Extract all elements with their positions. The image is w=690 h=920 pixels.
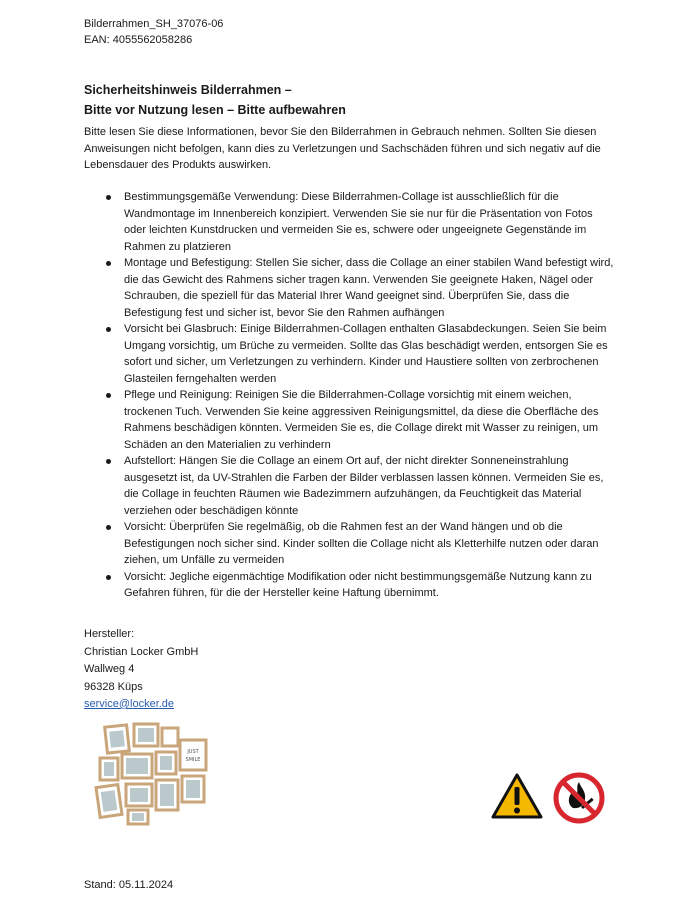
title-block [84, 80, 614, 174]
list-item-text: Montage und Befestigung: Stellen Sie sicher, dass die Collage an einer stabilen Wand befestigt wird, die das Gewicht des Rahmens sicher tragen kann. Verwenden Sie geeignete Haken, Nägel oder Schrauben, die speziell für das Material Ihrer Wand geeignet sind. Überprüfen Sie, dass die Befestigung fest und sicher ist, bevor Sie den Rahmen aufhängen [124, 257, 614, 319]
bullet-icon [106, 393, 111, 398]
manufacturer-street: Wallweg 4 [84, 663, 135, 675]
list-item [84, 189, 614, 255]
list-item [84, 321, 614, 387]
title-line-1: Sicherheitshinweis Bilderrahmen – [84, 83, 292, 97]
list-item [84, 255, 614, 321]
list-item [84, 519, 614, 569]
list-item-text: Pflege und Reinigung: Reinigen Sie die Bilderrahmen-Collage vorsichtig mit einem weichen, trockenen Tuch. Verwenden Sie keine aggressiven Reinigungsmittel, da diese die Oberfläche des Rahmens beschädigen könnten. Vermeiden Sie es, die Collage direkt mit Wasser zu reinigen, um Schäden an den Materialien zu verhindern [124, 389, 599, 451]
manufacturer-email-link[interactable]: service@locker.de [84, 698, 175, 710]
revision-date: Stand: 05.11.2024 [84, 879, 174, 891]
ean-number: EAN: 4055562058286 [84, 34, 193, 46]
intro-paragraph: Bitte lesen Sie diese Informationen, bevor Sie den Bilderrahmen in Gebrauch nehmen. Sollten Sie diesen Anweisungen nicht befolgen, kann dies zu Verletzungen und Sachschäden führen und sich negativ auf die Lebensdauer des Produkts auswirken. [84, 126, 601, 171]
list-item-text: Aufstellort: Hängen Sie die Collage an einem Ort auf, der nicht direkter Sonneneinstrahlung ausgesetzt ist, da UV-Strahlen die Farben der Bilder verblassen lassen können. Vermeiden Sie es, die Collage in feuchten Räumen wie Badezimmern aufzuhängen, da Feuchtigkeit das Material verziehen oder beschädigen könnte [124, 455, 604, 517]
manufacturer-block [84, 626, 198, 714]
bullet-icon [106, 327, 111, 332]
bullet-icon [106, 459, 111, 464]
list-item [84, 453, 614, 519]
manufacturer-city: 96328 Küps [84, 680, 143, 693]
safety-list [84, 189, 614, 602]
list-item-text: Vorsicht: Überprüfen Sie regelmäßig, ob die Rahmen fest an der Wand hängen und ob die Befestigungen noch sicher sind. Kinder sollten die Collage nicht als Kletterhilfe nutzen oder daran ziehen, um Unfälle zu vermeiden [124, 521, 599, 566]
photo-collage-icon [92, 720, 212, 828]
collage-text-just: JUST [187, 749, 199, 755]
manufacturer-name: Christian Locker GmbH [84, 645, 199, 658]
list-item-text: Bestimmungsgemäße Verwendung: Diese Bilderrahmen-Collage ist ausschließlich für die Wandmontage im Innenbereich konzipiert. Verwenden Sie sie nur für die Präsentation von Fotos oder leichten Kunstdrucken und vermeiden Sie es, schwere oder ungeeignete Gegenstände im Rahmen zu platzieren [124, 191, 593, 253]
list-item [84, 387, 614, 453]
bullet-icon [106, 525, 111, 530]
bullet-icon [106, 575, 111, 580]
collage-text-smile: SMILE [185, 757, 201, 763]
manufacturer-label: Hersteller: [84, 628, 135, 640]
list-item [84, 569, 614, 602]
document-header [84, 16, 223, 48]
warning-triangle-icon [490, 772, 544, 820]
title-line-2: Bitte vor Nutzung lesen – Bitte aufbewahren [84, 103, 346, 117]
article-number: Bilderrahmen_SH_37076-06 [84, 18, 224, 30]
no-open-flame-icon [553, 772, 605, 824]
list-item-text: Vorsicht: Jegliche eigenmächtige Modifikation oder nicht bestimmungsgemäße Nutzung kann zu Gefahren führen, für die der Hersteller keine Haftung übernimmt. [124, 570, 592, 599]
bullet-icon [106, 261, 111, 266]
list-item-text: Vorsicht bei Glasbruch: Einige Bilderrahmen-Collagen enthalten Glasabdeckungen. Seien Sie beim Umgang vorsichtig, um Brüche zu vermeiden. Sollte das Glas beschädigt werden, entsorgen Sie es sofort und sicher, um Verletzungen zu verhindern. Kinder und Haustiere sollten von zerbrochenen Glasteilen ferngehalten werden [124, 323, 608, 385]
bullet-icon [106, 195, 111, 200]
